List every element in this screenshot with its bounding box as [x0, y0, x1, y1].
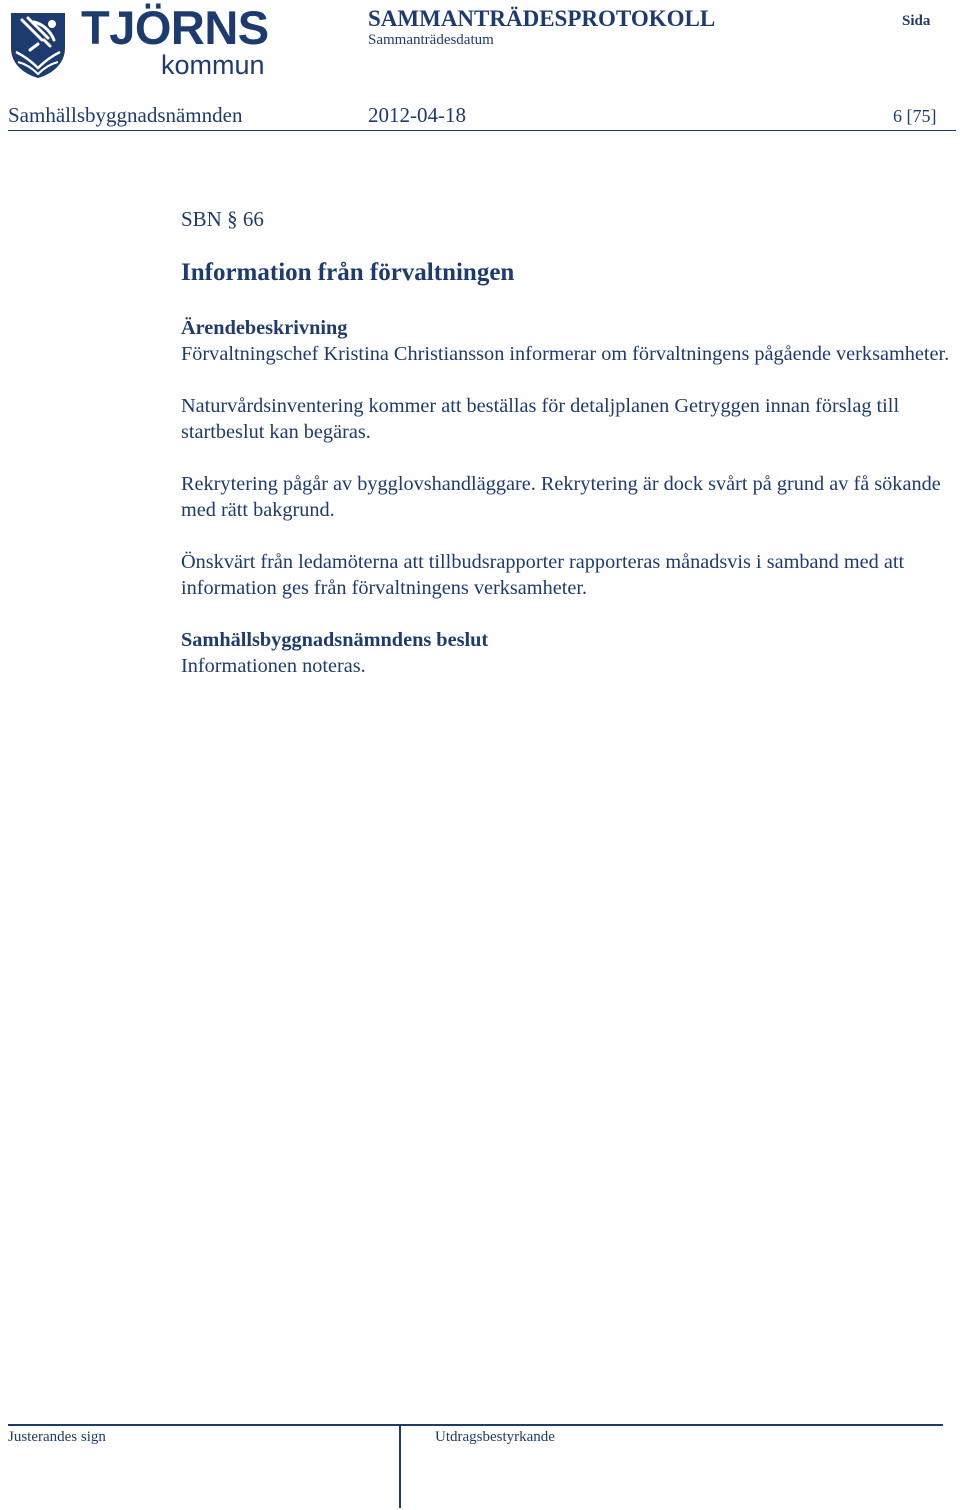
body-paragraph: Önskvärt från ledamöterna att tillbudsrapporter rapporteras månadsvis i samband med att information ges från förvaltningens verksamheter.: [181, 551, 905, 599]
meeting-date: 2012-04-18: [368, 103, 466, 127]
page-number: 6 [75]: [893, 106, 937, 126]
header-divider: [8, 130, 956, 131]
footer-divider: [8, 1424, 943, 1426]
logo-name: TJÖRNS: [81, 1, 269, 54]
body-paragraph: Förvaltningschef Kristina Christiansson informerar om förvaltningens pågående verksamheter.: [181, 343, 950, 365]
municipal-coat-of-arms-icon: [8, 10, 68, 80]
paragraph-number: SBN § 66: [181, 207, 264, 231]
extract-verification-label: Utdragsbestyrkande: [435, 1429, 555, 1445]
logo-subtitle: kommun: [161, 50, 265, 80]
footer-column-divider: [399, 1426, 401, 1508]
document-body: [181, 315, 956, 679]
case-heading: Ärendebeskrivning: [181, 317, 348, 339]
body-paragraph: Naturvårdsinventering kommer att beställas för detaljplanen Getryggen innan förslag till startbeslut kan begäras.: [181, 395, 900, 443]
signature-label: Justerandes sign: [8, 1429, 106, 1445]
meeting-date-label: Sammanträdesdatum: [368, 32, 494, 48]
decision-heading: Samhällsbyggnadsnämndens beslut: [181, 629, 489, 651]
page-label: Sida: [902, 13, 931, 29]
body-paragraph: Rekrytering pågår av bygglovshandläggare. Rekrytering är dock svårt på grund av få sökande med rätt bakgrund.: [181, 473, 941, 521]
decision-text: Informationen noteras.: [181, 655, 366, 677]
page-title: Information från förvaltningen: [181, 259, 515, 286]
municipality-logo: [8, 1, 270, 84]
document-type: SAMMANTRÄDESPROTOKOLL: [368, 6, 716, 31]
committee-name: Samhällsbyggnadsnämnden: [8, 103, 243, 127]
